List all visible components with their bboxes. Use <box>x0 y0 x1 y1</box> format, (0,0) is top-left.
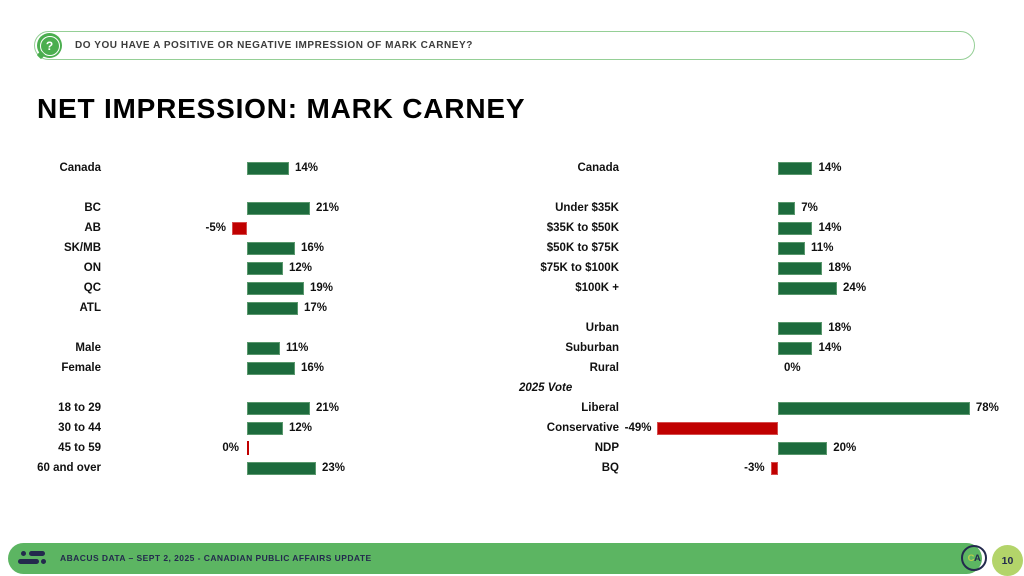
chart-row <box>0 358 1024 378</box>
value-label: 16% <box>301 242 325 254</box>
bar-positive <box>778 162 812 175</box>
value-label: 24% <box>843 282 867 294</box>
value-label: 12% <box>289 422 313 434</box>
category-label: Conservative <box>546 422 619 434</box>
question-banner <box>34 31 975 60</box>
page-title: NET IMPRESSION: MARK CARNEY <box>37 93 526 124</box>
category-label: Rural <box>589 362 619 374</box>
value-label: 14% <box>818 162 842 174</box>
category-label: Canada <box>577 162 619 174</box>
value-label: 23% <box>322 462 346 474</box>
value-label: 21% <box>316 402 340 414</box>
logo-bar <box>18 559 39 564</box>
value-label: -3% <box>744 462 765 474</box>
category-label: BC <box>84 202 101 214</box>
question-mark-glyph: ? <box>45 38 54 53</box>
chart-row <box>0 338 1024 358</box>
bar-positive <box>778 242 805 255</box>
abacus-logo-row <box>18 551 46 556</box>
value-label: -5% <box>205 222 226 234</box>
category-label: BQ <box>601 462 619 474</box>
value-label: 16% <box>301 362 325 374</box>
value-label: 17% <box>304 302 328 314</box>
abacus-data-logo <box>18 551 46 567</box>
category-label: Suburban <box>565 342 619 354</box>
bar-positive <box>778 282 837 295</box>
category-label: Under $35K <box>555 202 619 214</box>
category-label: SK/MB <box>63 242 101 254</box>
ca-logo-badge <box>961 545 987 571</box>
bar-positive <box>778 262 822 275</box>
category-label: 60 and over <box>37 462 101 474</box>
value-label: 7% <box>801 202 818 214</box>
category-label: $75K to $100K <box>540 262 619 274</box>
logo-dot <box>41 559 46 564</box>
category-label: Female <box>61 362 101 374</box>
category-label: AB <box>84 222 101 234</box>
question-text: DO YOU HAVE A POSITIVE OR NEGATIVE IMPRESSION OF MARK CARNEY? <box>75 40 473 51</box>
value-label: 14% <box>818 342 842 354</box>
category-label: ATL <box>79 302 101 314</box>
chart-row <box>0 238 1024 258</box>
value-label: 0% <box>784 362 801 374</box>
bar-positive <box>778 342 812 355</box>
value-label: 19% <box>310 282 334 294</box>
ca-badge-letter-c: C <box>967 552 974 564</box>
chart-row <box>0 198 1024 218</box>
category-label: 30 to 44 <box>58 422 101 434</box>
ca-badge-letter-a: A <box>974 552 981 564</box>
chart-row <box>0 458 1024 478</box>
value-label: 11% <box>811 242 834 254</box>
chart-row <box>0 438 1024 458</box>
value-label: 78% <box>975 402 999 414</box>
value-label: 11% <box>286 342 309 354</box>
page-number-badge: 10 <box>992 545 1023 576</box>
value-label: 0% <box>222 442 239 454</box>
value-label: 14% <box>295 162 319 174</box>
category-label: 18 to 29 <box>58 402 101 414</box>
category-label: ON <box>83 262 101 274</box>
chart-row <box>0 318 1024 338</box>
category-label: $100K + <box>575 282 619 294</box>
logo-dot <box>21 551 26 556</box>
footer-bar <box>8 543 982 574</box>
abacus-logo-row <box>18 559 46 564</box>
category-label: $50K to $75K <box>546 242 619 254</box>
chart-row <box>0 278 1024 298</box>
value-label: 18% <box>828 322 852 334</box>
value-label: 21% <box>316 202 340 214</box>
value-label: 20% <box>833 442 857 454</box>
value-label: -49% <box>624 422 652 434</box>
category-label: QC <box>83 282 101 294</box>
chart-row <box>0 398 1024 418</box>
question-mark-icon <box>37 33 62 58</box>
value-label: 18% <box>828 262 852 274</box>
category-label: $35K to $50K <box>546 222 619 234</box>
chart-row <box>0 218 1024 238</box>
category-label: Male <box>75 342 101 354</box>
chart-row <box>0 258 1024 278</box>
bar-positive <box>778 322 822 335</box>
category-label: NDP <box>594 442 619 454</box>
group-label: 2025 Vote <box>519 382 573 394</box>
chart-row <box>0 158 1024 178</box>
value-label: 12% <box>289 262 313 274</box>
footer-caption: ABACUS DATA – SEPT 2, 2025 - CANADIAN PUBLIC AFFAIRS UPDATE <box>60 553 372 563</box>
bar-positive <box>778 202 795 215</box>
chart-row <box>0 378 1024 398</box>
bar-negative <box>657 422 778 435</box>
bar-positive <box>778 222 812 235</box>
category-label: Urban <box>585 322 619 334</box>
bar-positive <box>778 442 827 455</box>
value-label: 14% <box>818 222 842 234</box>
bar-negative <box>771 462 778 475</box>
chart-row <box>0 418 1024 438</box>
bar-positive <box>778 402 970 415</box>
category-label: Canada <box>59 162 101 174</box>
logo-bar <box>29 551 45 556</box>
category-label: 45 to 59 <box>58 442 101 454</box>
category-label: Liberal <box>581 402 619 414</box>
chart-income-community-vote <box>0 158 1024 480</box>
